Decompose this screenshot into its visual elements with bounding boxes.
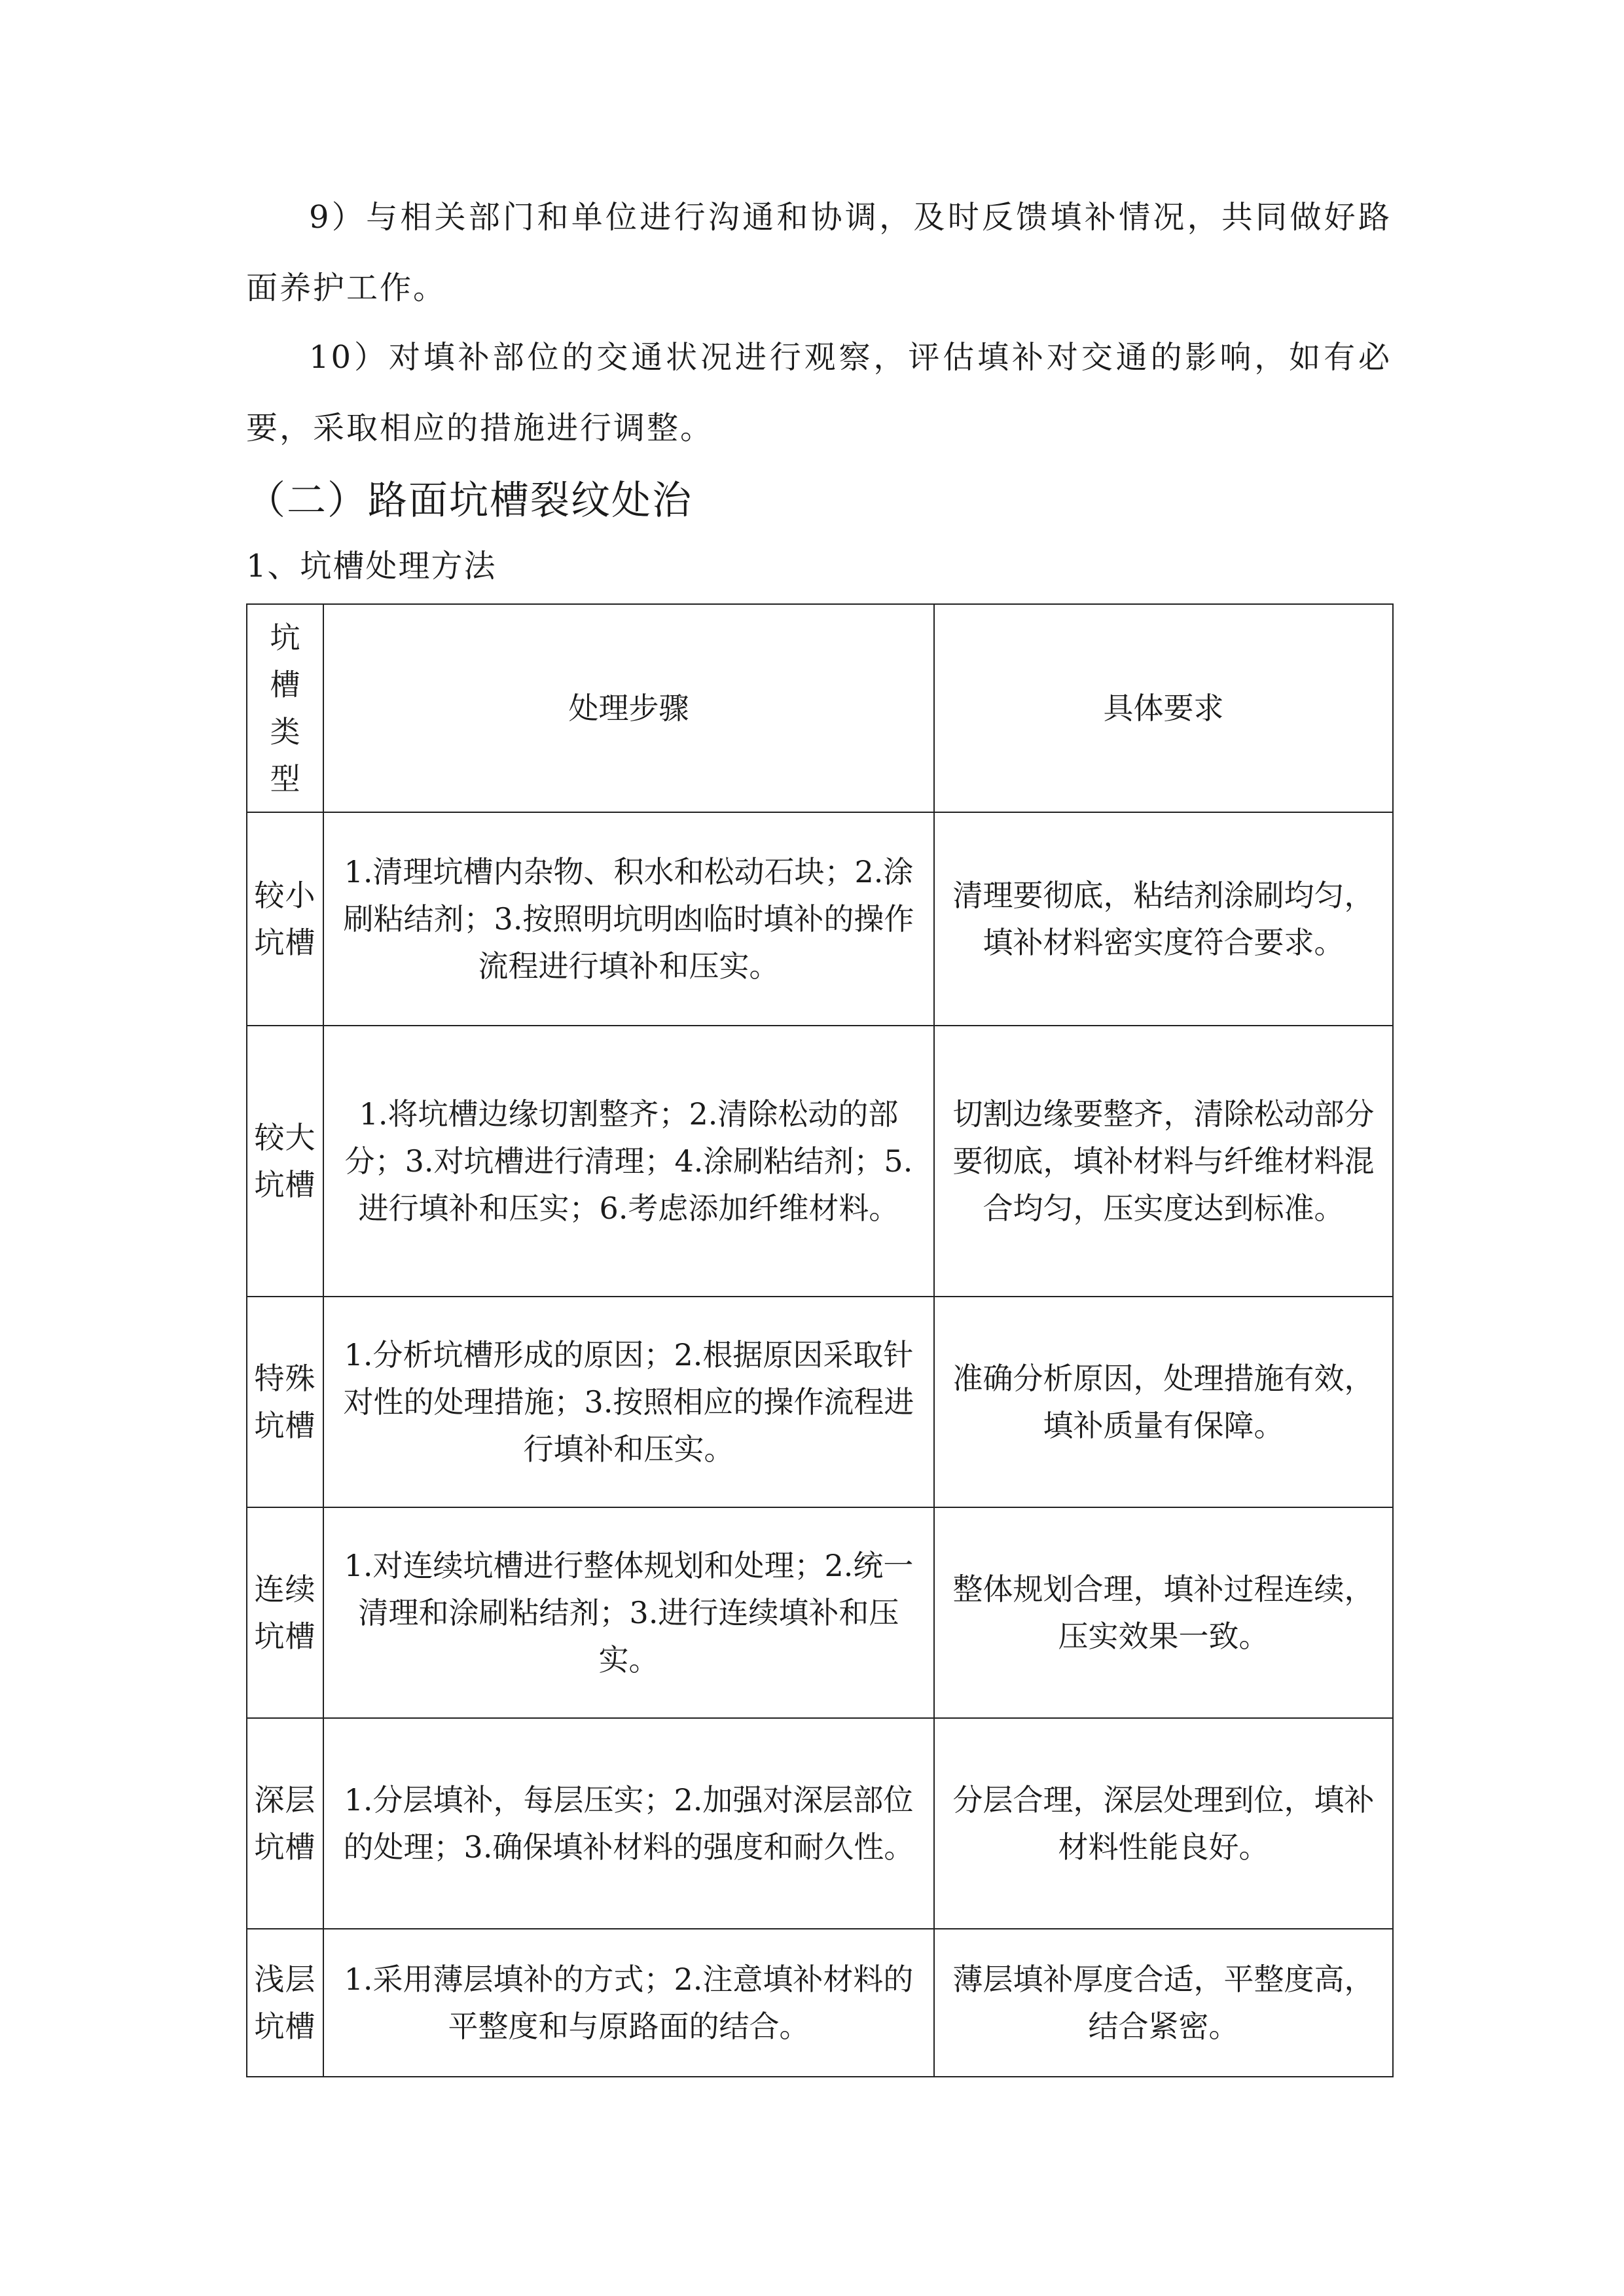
row-requirements: 整体规划合理，填补过程连续，压实效果一致。 bbox=[934, 1507, 1393, 1718]
row-requirements: 切割边缘要整齐，清除松动部分要彻底，填补材料与纤维材料混合均匀，压实度达到标准。 bbox=[934, 1026, 1393, 1297]
table-row bbox=[247, 1026, 1393, 1297]
row-steps: 1.采用薄层填补的方式；2.注意填补材料的平整度和与原路面的结合。 bbox=[323, 1929, 934, 2077]
row-type: 深层坑槽 bbox=[247, 1718, 323, 1929]
row-requirements: 分层合理，深层处理到位，填补材料性能良好。 bbox=[934, 1718, 1393, 1929]
table-row bbox=[247, 1507, 1393, 1718]
table-row bbox=[247, 1297, 1393, 1507]
table-row bbox=[247, 812, 1393, 1026]
header-steps: 处理步骤 bbox=[323, 604, 934, 812]
row-requirements: 准确分析原因，处理措施有效，填补质量有保障。 bbox=[934, 1297, 1393, 1507]
table-row bbox=[247, 1929, 1393, 2077]
row-requirements: 薄层填补厚度合适，平整度高，结合紧密。 bbox=[934, 1929, 1393, 2077]
row-steps: 1.分析坑槽形成的原因；2.根据原因采取针对性的处理措施；3.按照相应的操作流程进行填补和压实。 bbox=[323, 1297, 934, 1507]
header-requirements: 具体要求 bbox=[934, 604, 1393, 812]
row-steps: 1.对连续坑槽进行整体规划和处理；2.统一清理和涂刷粘结剂；3.进行连续填补和压实。 bbox=[323, 1507, 934, 1718]
row-type: 浅层坑槽 bbox=[247, 1929, 323, 2077]
header-type: 坑槽类型 bbox=[247, 604, 323, 812]
paragraph-item-10: 10）对填补部位的交通状况进行观察，评估填补对交通的影响，如有必要，采取相应的措施进行调整。 bbox=[246, 339, 1392, 446]
row-type: 特殊坑槽 bbox=[247, 1297, 323, 1507]
pothole-method-table bbox=[246, 603, 1394, 2077]
row-steps: 1.将坑槽边缘切割整齐；2.清除松动的部分；3.对坑槽进行清理；4.涂刷粘结剂；5.进行填补和压实；6.考虑添加纤维材料。 bbox=[323, 1026, 934, 1297]
section-title: （二）路面坑槽裂纹处治 bbox=[246, 478, 693, 524]
subsection-title: 1、坑槽处理方法 bbox=[246, 548, 497, 584]
row-steps: 1.清理坑槽内杂物、积水和松动石块；2.涂刷粘结剂；3.按照明坑明凼临时填补的操作流程进行填补和压实。 bbox=[323, 812, 934, 1026]
table-header-row bbox=[247, 604, 1393, 812]
table-row bbox=[247, 1718, 1393, 1929]
row-type: 较小坑槽 bbox=[247, 812, 323, 1026]
row-type: 较大坑槽 bbox=[247, 1026, 323, 1297]
row-type: 连续坑槽 bbox=[247, 1507, 323, 1718]
row-steps: 1.分层填补，每层压实；2.加强对深层部位的处理；3.确保填补材料的强度和耐久性。 bbox=[323, 1718, 934, 1929]
row-requirements: 清理要彻底，粘结剂涂刷均匀，填补材料密实度符合要求。 bbox=[934, 812, 1393, 1026]
paragraph-item-9: 9）与相关部门和单位进行沟通和协调，及时反馈填补情况，共同做好路面养护工作。 bbox=[246, 199, 1392, 306]
